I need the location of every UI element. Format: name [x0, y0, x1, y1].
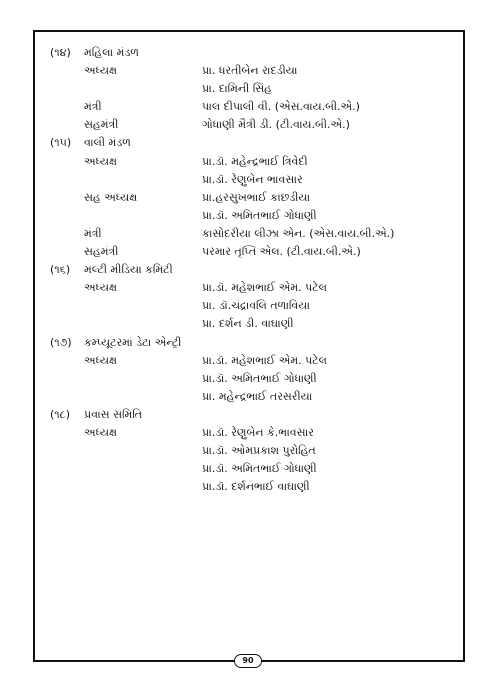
member-role: અધ્યક્ષ [84, 64, 117, 78]
member-row [50, 153, 453, 171]
member-role [50, 370, 202, 388]
member-row [50, 62, 453, 80]
member-name: પ્રા. દર્શન ડી. વાઘાણી [202, 317, 294, 331]
member-name: પ્રા.ડૉ. દર્શનભાઈ વાઘાણી [202, 480, 310, 494]
member-name: પાલ દીપાલી વી. (એસ.વાય.બી.એ.) [202, 100, 360, 114]
member-row [50, 207, 453, 225]
section-title: કમ્પ્યૂટરમાં ડેટા એન્ટ્રી [84, 335, 182, 349]
section-number: (૧૮) [50, 407, 71, 421]
member-row [50, 442, 453, 460]
section-title: પ્રવાસ સમિતિ [84, 407, 143, 421]
member-row [50, 225, 453, 243]
member-name: કાસોદરીયા લીઝા એન. (એસ.વાય.બી.એ.) [202, 226, 395, 240]
member-name: પ્રા.ડૉ. અમિતભાઈ ગોધાણી [202, 371, 317, 385]
member-name: પ્રા.ડૉ. મહેશભાઈ એમ. પટેલ [202, 281, 327, 295]
member-role: અધ્યક્ષ [84, 154, 117, 168]
member-name: પ્રા.હરસુખભાઈ કાછડીયા [202, 190, 311, 204]
member-row [50, 478, 453, 496]
section-heading [50, 134, 453, 152]
member-role: મંત્રી [84, 100, 102, 114]
member-row [50, 171, 453, 189]
member-row [50, 388, 453, 406]
member-role: અધ્યક્ષ [84, 425, 117, 439]
section-title: મલ્ટી મીડિયા કમિટી [84, 263, 173, 277]
section-heading [50, 44, 453, 62]
section-title: મહિલા મંડળ [84, 46, 139, 59]
member-name: પ્રા. ડૉ.ચંદ્રાવલિ તળાવિયા [202, 299, 310, 313]
committee-list [50, 44, 453, 496]
member-name: પ્રા.ડૉ. મહેન્દ્રભાઈ ત્રિવેદી [202, 154, 308, 168]
member-role [50, 478, 202, 496]
member-role [50, 460, 202, 478]
section-heading [50, 261, 453, 279]
member-row [50, 80, 453, 98]
member-name: પરમાર તૃપ્તિ એલ. (ટી.વાય.બી.એ.) [202, 245, 361, 259]
member-name: પ્રા.ડૉ. અમિતભાઈ ગોધાણી [202, 462, 317, 476]
section-number: (૧૪) [50, 46, 71, 59]
member-row [50, 279, 453, 297]
member-row [50, 460, 453, 478]
section-heading [50, 334, 453, 352]
member-name: પ્રા.ડૉ. રેણુબેન કે.ભાવસાર [202, 425, 314, 439]
section-title: વાલી મંડળ [84, 136, 131, 150]
page-number: 90 [234, 654, 262, 668]
member-role: સહમંત્રી [84, 245, 119, 259]
member-name: ગોધાણી મૈત્રી ડી. (ટી.વાય.બી.એ.) [202, 118, 350, 132]
member-role: અધ્યક્ષ [84, 353, 117, 367]
member-role: સહ અધ્યક્ષ [84, 190, 138, 204]
section-number: (૧૬) [50, 263, 71, 277]
member-role [50, 315, 202, 333]
member-name: પ્રા.ડૉ. મહેશભાઈ એમ. પટેલ [202, 353, 327, 367]
member-role [50, 171, 202, 189]
page-border [33, 30, 465, 662]
member-role: મંત્રી [84, 226, 102, 240]
member-row [50, 370, 453, 388]
member-role [50, 80, 202, 98]
member-row [50, 116, 453, 134]
member-row [50, 352, 453, 370]
member-name: પ્રા.ડૉ. ઓમપ્રકાશ પુરોહિત [202, 444, 316, 458]
member-name: પ્રા.ડૉ. અમિતભાઈ ગોધાણી [202, 208, 317, 222]
member-name: પ્રા. દામિની સિંહ [202, 82, 272, 96]
section-number: (૧૫) [50, 136, 72, 150]
member-name: પ્રા.ડૉ. રેણુબેન ભાવસાર [202, 172, 303, 186]
member-role [50, 442, 202, 460]
member-role [50, 388, 202, 406]
member-row [50, 297, 453, 315]
member-name: પ્રા. ધરતીબેન રાદડીયા [202, 64, 298, 78]
member-row [50, 98, 453, 116]
member-row [50, 424, 453, 442]
section-heading [50, 406, 453, 424]
member-role [50, 297, 202, 315]
member-role: સહમંત્રી [84, 118, 119, 132]
member-role: અધ્યક્ષ [84, 281, 117, 295]
member-role [50, 207, 202, 225]
member-row [50, 315, 453, 333]
member-row [50, 243, 453, 261]
member-name: પ્રા. મહેન્દ્રભાઈ તરસરીયા [202, 389, 313, 403]
member-row [50, 189, 453, 207]
section-number: (૧૭) [50, 335, 72, 349]
